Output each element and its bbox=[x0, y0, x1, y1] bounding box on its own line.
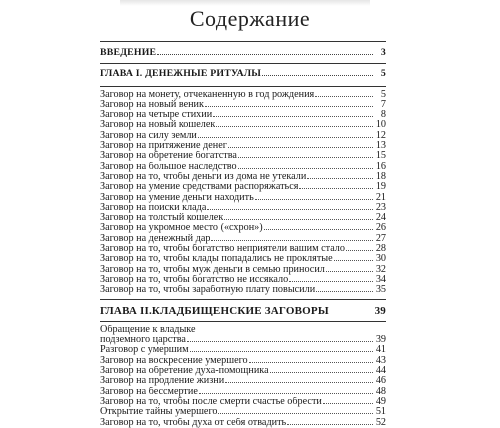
toc-entry-page: 12 bbox=[375, 129, 386, 141]
toc-entry-label: Заговор на обретение духа-помощника bbox=[100, 366, 269, 377]
leader-space bbox=[330, 313, 373, 314]
leader-dots bbox=[323, 402, 373, 404]
leader-dots bbox=[190, 350, 373, 352]
toc-entry[interactable] bbox=[100, 182, 386, 192]
toc-entry-page: 52 bbox=[375, 416, 386, 428]
toc-entry-page: 19 bbox=[375, 181, 386, 193]
toc-entry-page: 10 bbox=[375, 119, 386, 131]
toc-entry-label: Заговор на воскресение умершего bbox=[100, 355, 248, 366]
leader-dots bbox=[316, 290, 373, 292]
toc-entry-page: 24 bbox=[375, 212, 386, 224]
leader-dots bbox=[238, 167, 373, 169]
toc-entry-label: Заговор на продление жизни bbox=[100, 376, 225, 387]
toc-entry-page: 7 bbox=[380, 98, 386, 110]
chapter-2-entries bbox=[100, 325, 386, 428]
toc-entry[interactable] bbox=[100, 285, 386, 295]
leader-dots bbox=[211, 239, 373, 241]
toc-entry-label: Заговор на обретение богатства bbox=[100, 151, 237, 162]
toc-entry[interactable] bbox=[100, 193, 386, 203]
toc-entry[interactable] bbox=[100, 366, 386, 376]
leader-dots bbox=[199, 392, 373, 394]
toc-entry-page: 41 bbox=[375, 344, 386, 356]
leader-dots bbox=[262, 74, 373, 76]
leader-dots bbox=[198, 136, 373, 138]
toc-entry[interactable] bbox=[100, 387, 386, 397]
toc-entry-label: Заговор на умение деньги находить bbox=[100, 192, 254, 203]
toc-entry[interactable] bbox=[100, 213, 386, 223]
toc-entry-label: Заговор на большое наследство bbox=[100, 161, 237, 172]
toc-entry-page: 27 bbox=[375, 232, 386, 244]
toc-entry-label: Открытие тайны умершего bbox=[100, 407, 218, 418]
toc-entry-label: Заговор на то, чтобы муж деньги в семью приносил bbox=[100, 264, 325, 275]
toc-entry-label: Заговор на новый веник bbox=[100, 99, 204, 110]
toc-entry-page: 44 bbox=[375, 365, 386, 377]
toc-entry[interactable] bbox=[100, 397, 386, 407]
toc-entry-label: Заговор на притяжение денег bbox=[100, 141, 227, 152]
toc-entry[interactable] bbox=[100, 203, 386, 213]
leader-dots bbox=[287, 423, 373, 425]
toc-entry-page: 3 bbox=[380, 47, 386, 58]
toc-entry-label: Заговор на то, чтобы духа от себя отвадить bbox=[100, 417, 287, 428]
toc-entry-label: Заговор на толстый кошелек bbox=[100, 213, 224, 224]
toc-entry-label: Заговор на новый кошелек bbox=[100, 120, 216, 131]
leader-dots bbox=[289, 280, 373, 282]
toc-chapter-1[interactable] bbox=[100, 69, 386, 79]
toc-chapter-2[interactable] bbox=[100, 306, 386, 316]
toc-entry[interactable] bbox=[100, 90, 386, 100]
toc-entry-page: 35 bbox=[375, 284, 386, 296]
leader-dots bbox=[157, 53, 373, 55]
section-rule bbox=[100, 63, 386, 64]
toc-entry[interactable] bbox=[100, 265, 386, 275]
toc-entry[interactable] bbox=[100, 151, 386, 161]
toc-entry-page: 46 bbox=[375, 375, 386, 387]
toc-entry-page: 49 bbox=[375, 395, 386, 407]
toc-entry-page: 26 bbox=[375, 222, 386, 234]
toc-entry[interactable] bbox=[100, 407, 386, 417]
toc-entry[interactable] bbox=[100, 100, 386, 110]
leader-dots bbox=[326, 270, 373, 272]
toc-entry-page: 34 bbox=[375, 273, 386, 285]
toc-entry-label: Заговор на денежный дар bbox=[100, 233, 211, 244]
chapter-title: ГЛАВА II.КЛАДБИЩЕНСКИЕ ЗАГОВОРЫ bbox=[100, 305, 329, 316]
toc-entry-label: Разговор с умершим bbox=[100, 345, 189, 356]
leader-dots bbox=[249, 361, 373, 363]
leader-dots bbox=[238, 156, 373, 158]
toc-entry-page: 30 bbox=[375, 253, 386, 265]
chapter-title: ГЛАВА I. ДЕНЕЖНЫЕ РИТУАЛЫ bbox=[100, 69, 262, 80]
leader-dots bbox=[270, 371, 373, 373]
leader-space bbox=[197, 331, 385, 332]
toc-entry-page: 28 bbox=[375, 243, 386, 255]
chapter-1-entries bbox=[100, 90, 386, 296]
toc-entry-page: 5 bbox=[380, 88, 386, 100]
toc-entry-appeal-line[interactable] bbox=[100, 325, 386, 335]
toc-entry[interactable] bbox=[100, 254, 386, 264]
leader-dots bbox=[207, 208, 373, 210]
toc-entry-page: 43 bbox=[375, 354, 386, 366]
leader-dots bbox=[205, 105, 373, 107]
toc-entry-label: Заговор на поиски клада bbox=[100, 202, 207, 213]
table-of-contents bbox=[100, 41, 386, 428]
leader-dots bbox=[255, 198, 373, 200]
toc-entry[interactable] bbox=[100, 234, 386, 244]
leader-dots bbox=[334, 259, 373, 261]
toc-entry[interactable] bbox=[100, 110, 386, 120]
leader-dots bbox=[299, 187, 373, 189]
toc-entry-label: Заговор на бессмертие bbox=[100, 386, 198, 397]
leader-dots bbox=[307, 177, 373, 179]
toc-entry-label: Заговор на четыре стихии bbox=[100, 110, 213, 121]
top-rule bbox=[100, 41, 386, 42]
toc-entry[interactable] bbox=[100, 141, 386, 151]
toc-entry-page: 21 bbox=[375, 191, 386, 203]
toc-entry[interactable] bbox=[100, 345, 386, 355]
toc-entry-label: Заговор на то, чтобы клады попадались не проклятые bbox=[100, 254, 333, 265]
leader-dots bbox=[346, 249, 373, 251]
toc-entry[interactable] bbox=[100, 162, 386, 172]
toc-entry[interactable] bbox=[100, 172, 386, 182]
toc-entry-label: Заговор на то, чтобы деньги из дома не утекали bbox=[100, 171, 307, 182]
toc-entry[interactable] bbox=[100, 376, 386, 386]
toc-entry[interactable] bbox=[100, 418, 386, 428]
toc-entry-page: 15 bbox=[375, 150, 386, 162]
leader-dots bbox=[228, 146, 373, 148]
page-title: Содержание bbox=[189, 6, 311, 31]
toc-entry-label: Заговор на то, чтобы после смерти счастье обрести bbox=[100, 396, 322, 407]
toc-entry[interactable] bbox=[100, 275, 386, 285]
toc-entry-label: Заговор на монету, отчеканенную в год рождения bbox=[100, 89, 315, 100]
toc-entry-label: Обращение к владыке bbox=[100, 324, 196, 335]
toc-entry-introduction[interactable] bbox=[100, 48, 386, 58]
leader-dots bbox=[315, 95, 373, 97]
toc-entry-page: 23 bbox=[375, 201, 386, 213]
toc-entry-page: 51 bbox=[375, 406, 386, 418]
toc-entry[interactable] bbox=[100, 223, 386, 233]
chapter-page: 5 bbox=[380, 68, 386, 80]
leader-dots bbox=[187, 340, 373, 342]
toc-entry-label: Заговор на силу земли bbox=[100, 130, 197, 141]
section-rule bbox=[100, 299, 386, 300]
toc-entry-page: 13 bbox=[375, 140, 386, 152]
toc-entry-page: 48 bbox=[375, 385, 386, 397]
toc-entry-label: Заговор на то, чтобы богатство неприятели вашим стало bbox=[100, 244, 345, 255]
toc-entry[interactable] bbox=[100, 335, 386, 345]
toc-entry-page: 39 bbox=[375, 334, 386, 346]
toc-entry-label: Заговор на то, чтобы заработную плату повысили bbox=[100, 285, 316, 296]
leader-dots bbox=[264, 228, 373, 230]
leader-dots bbox=[213, 115, 373, 117]
toc-entry-label: Заговор на то, чтобы богатство не иссякало bbox=[100, 274, 289, 285]
toc-entry-page: 18 bbox=[375, 170, 386, 182]
toc-entry-label: ВВЕДЕНИЕ bbox=[100, 48, 157, 58]
toc-entry[interactable] bbox=[100, 356, 386, 366]
toc-entry-page: 8 bbox=[380, 109, 386, 121]
toc-entry-label: Заговор на умение средствами распоряжаться bbox=[100, 182, 299, 193]
toc-entry[interactable] bbox=[100, 120, 386, 130]
toc-entry-page: 16 bbox=[375, 160, 386, 172]
chapter-page: 39 bbox=[374, 304, 386, 317]
toc-entry[interactable] bbox=[100, 131, 386, 141]
leader-dots bbox=[225, 381, 373, 383]
toc-entry[interactable] bbox=[100, 244, 386, 254]
toc-entry-label: Заговор на укромное место («схрон») bbox=[100, 223, 263, 234]
toc-entry-page: 32 bbox=[375, 263, 386, 275]
leader-dots bbox=[218, 412, 373, 414]
leader-dots bbox=[216, 125, 373, 127]
toc-entry-label: подземного царства bbox=[100, 335, 186, 346]
leader-dots bbox=[224, 218, 373, 220]
